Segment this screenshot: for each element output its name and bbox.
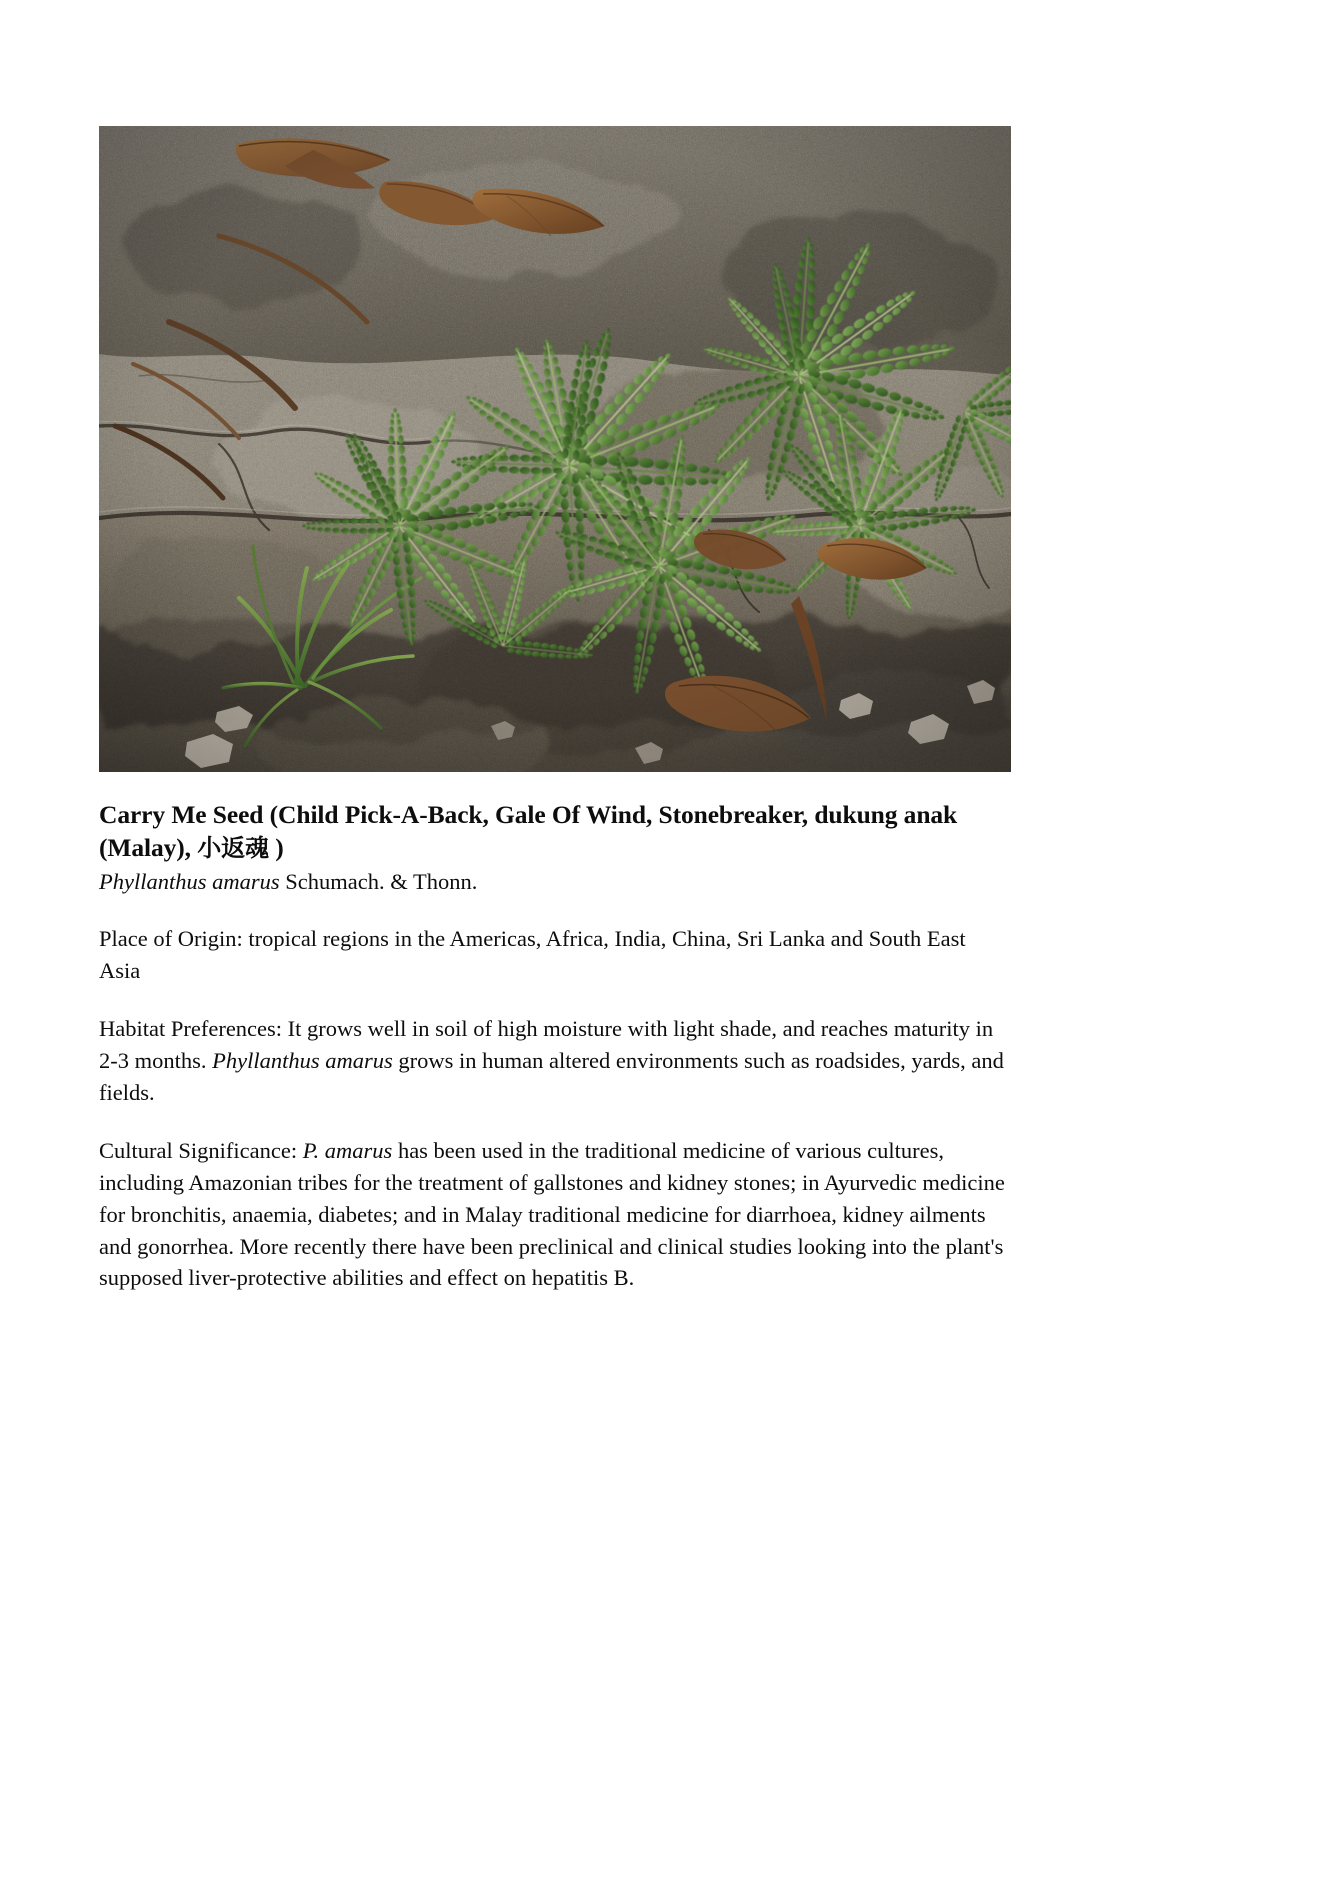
plant-photograph xyxy=(99,126,1011,772)
common-names: Carry Me Seed (Child Pick-A-Back, Gale Of Wind, Stonebreaker, dukung anak (Malay), xyxy=(99,800,958,863)
paragraph-place-of-origin xyxy=(99,897,1011,987)
habitat-label: Habitat Preferences: xyxy=(99,1015,283,1041)
habitat-text-b: grows in human altered environments such as roadsides, yards, and fields. xyxy=(99,1047,1004,1105)
naming-authority: Schumach. & Thonn. xyxy=(279,869,478,895)
photograph-canvas xyxy=(99,126,1011,772)
paragraph-cultural-significance xyxy=(99,1109,1011,1295)
paragraph-habitat-preferences xyxy=(99,987,1011,1109)
chinese-name: 小返魂 xyxy=(197,834,269,863)
cultural-label: Cultural Significance: xyxy=(99,1137,298,1163)
content-column xyxy=(99,126,1011,1294)
title-closing: ) xyxy=(268,833,284,863)
page-title xyxy=(99,772,1011,864)
binomial-name: Phyllanthus amarus xyxy=(99,869,280,895)
habitat-text-a: It grows well in soil of high moisture with light shade, and reaches maturity in 2-3 months. xyxy=(99,1015,994,1073)
place-of-origin-label: Place of Origin: xyxy=(99,926,243,952)
cultural-text-b: has been used in the traditional medicine of various cultures, including Amazonian tribes for the treatment of gallstones and kidney stones; in Ayurvedic medicine for bronchitis, anaemia, diabetes; and in Malay traditional medicine for diarrhoea, kidney ailments and gonorrhea. More recently there have been preclinical and clinical studies looking into the plant's supposed liver-protective abilities and effect on hepatitis B. xyxy=(99,1137,1005,1291)
cultural-italic-binomial: P. amarus xyxy=(302,1137,393,1163)
place-of-origin-text: tropical regions in the Americas, Africa, India, China, Sri Lanka and South East Asia xyxy=(99,926,966,983)
scientific-name xyxy=(99,864,1011,897)
habitat-italic-binomial: Phyllanthus amarus xyxy=(212,1047,393,1073)
